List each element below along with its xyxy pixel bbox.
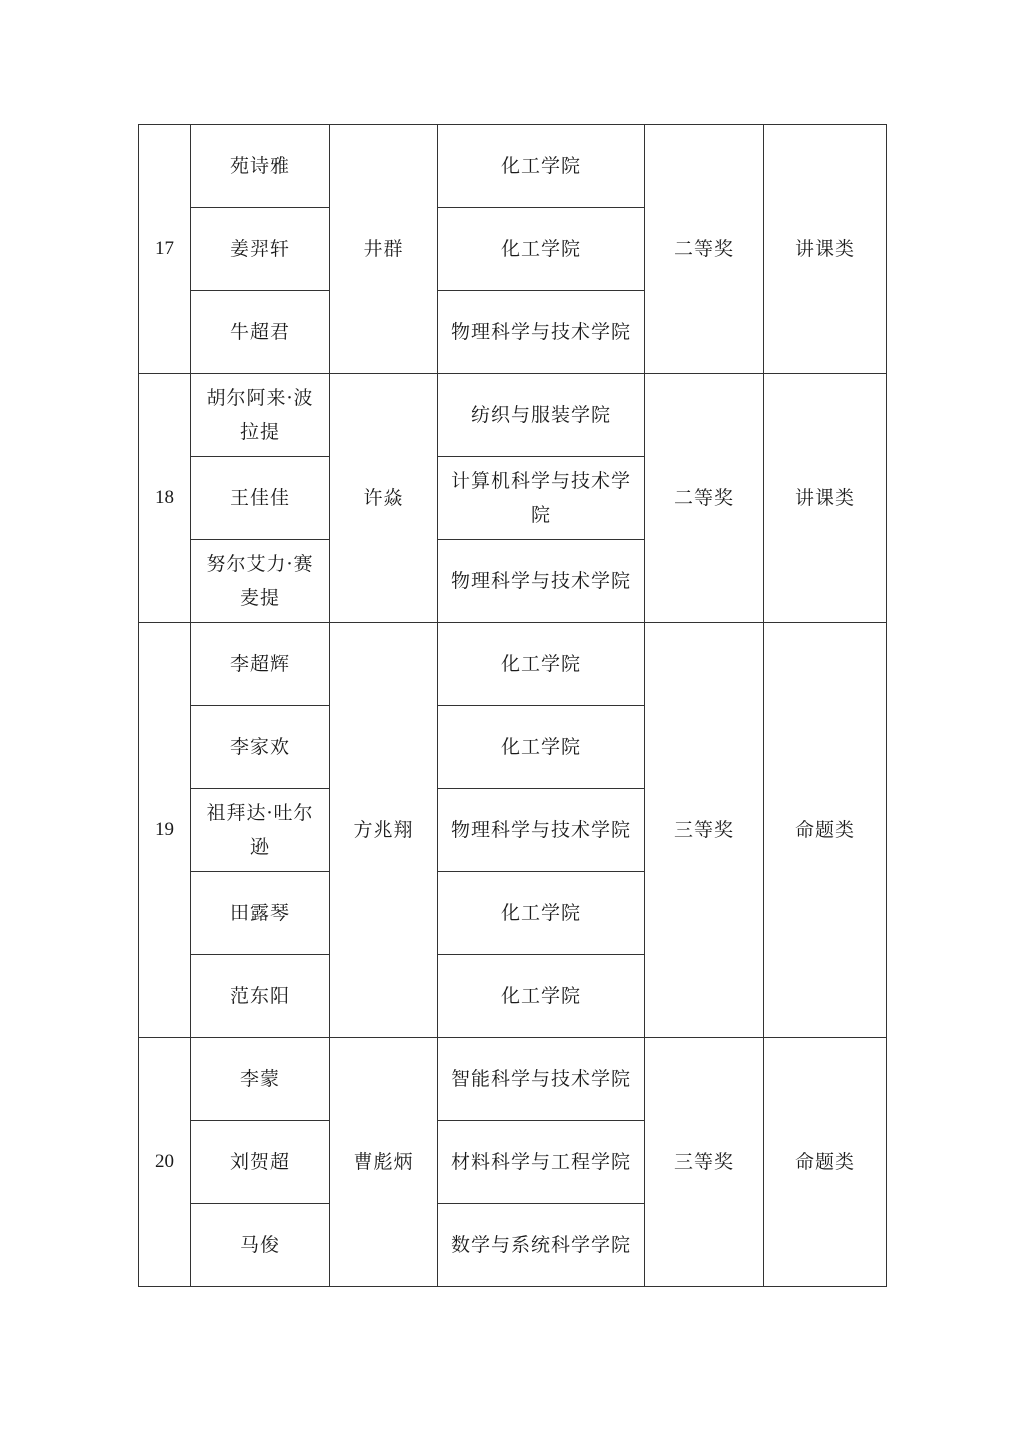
award-category: 命题类 (764, 623, 887, 1038)
member-college: 计算机科学与技术学院 (438, 457, 645, 540)
award-category: 命题类 (764, 1038, 887, 1287)
team-number: 20 (139, 1038, 191, 1287)
member-name: 王佳佳 (191, 457, 330, 540)
member-college: 物理科学与技术学院 (438, 789, 645, 872)
award-level: 三等奖 (645, 623, 764, 1038)
member-name: 李家欢 (191, 706, 330, 789)
table-row (139, 623, 887, 706)
advisor-name: 井群 (330, 125, 438, 374)
award-level: 二等奖 (645, 125, 764, 374)
award-category: 讲课类 (764, 125, 887, 374)
member-college: 数学与系统科学学院 (438, 1204, 645, 1287)
table-row (139, 1038, 887, 1121)
member-name: 李蒙 (191, 1038, 330, 1121)
member-college: 化工学院 (438, 208, 645, 291)
member-college: 材料科学与工程学院 (438, 1121, 645, 1204)
award-category: 讲课类 (764, 374, 887, 623)
award-level: 二等奖 (645, 374, 764, 623)
team-number: 18 (139, 374, 191, 623)
advisor-name: 曹彪炳 (330, 1038, 438, 1287)
member-name: 刘贺超 (191, 1121, 330, 1204)
member-name: 苑诗雅 (191, 125, 330, 208)
advisor-name: 方兆翔 (330, 623, 438, 1038)
table-row (139, 374, 887, 457)
member-name: 努尔艾力·赛麦提 (191, 540, 330, 623)
member-name: 牛超君 (191, 291, 330, 374)
member-college: 化工学院 (438, 623, 645, 706)
member-college: 物理科学与技术学院 (438, 291, 645, 374)
member-college: 化工学院 (438, 125, 645, 208)
team-number: 17 (139, 125, 191, 374)
member-name: 马俊 (191, 1204, 330, 1287)
member-college: 纺织与服装学院 (438, 374, 645, 457)
member-college: 化工学院 (438, 955, 645, 1038)
member-college: 化工学院 (438, 872, 645, 955)
team-number: 19 (139, 623, 191, 1038)
member-name: 李超辉 (191, 623, 330, 706)
award-table (138, 124, 887, 1287)
member-college: 智能科学与技术学院 (438, 1038, 645, 1121)
award-level: 三等奖 (645, 1038, 764, 1287)
member-name: 姜羿轩 (191, 208, 330, 291)
member-name: 胡尔阿来·波拉提 (191, 374, 330, 457)
advisor-name: 许焱 (330, 374, 438, 623)
table-row (139, 125, 887, 208)
member-name: 田露琴 (191, 872, 330, 955)
member-name: 范东阳 (191, 955, 330, 1038)
member-college: 物理科学与技术学院 (438, 540, 645, 623)
member-name: 祖拜达·吐尔逊 (191, 789, 330, 872)
member-college: 化工学院 (438, 706, 645, 789)
